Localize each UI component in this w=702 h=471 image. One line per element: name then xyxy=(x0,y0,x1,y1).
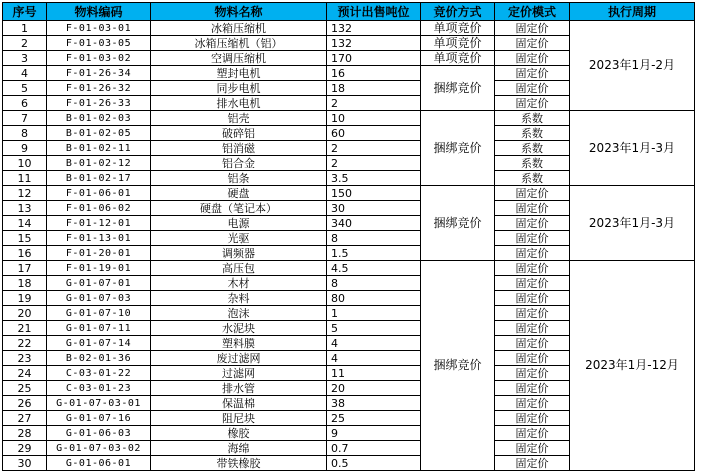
cell-material-code[interactable]: F-01-26-34 xyxy=(47,66,151,81)
cell-material-name[interactable]: 硬盘 xyxy=(151,186,327,201)
cell-tonnage[interactable]: 8 xyxy=(327,231,421,246)
cell-pricing-mode[interactable]: 系数 xyxy=(495,171,570,186)
cell-material-code[interactable]: B-01-02-05 xyxy=(47,126,151,141)
cell-material-name[interactable]: 冰箱压缩机 xyxy=(151,21,327,36)
cell-no[interactable]: 18 xyxy=(3,276,47,291)
cell-pricing-mode[interactable]: 固定价 xyxy=(495,81,570,96)
cell-pricing-mode[interactable]: 固定价 xyxy=(495,366,570,381)
cell-material-name[interactable]: 排水电机 xyxy=(151,96,327,111)
cell-pricing-mode[interactable]: 固定价 xyxy=(495,291,570,306)
cell-tonnage[interactable]: 16 xyxy=(327,66,421,81)
cell-material-name[interactable]: 空调压缩机 xyxy=(151,51,327,66)
cell-bidding-method[interactable]: 捆绑竞价 xyxy=(421,111,495,186)
cell-pricing-mode[interactable]: 固定价 xyxy=(495,21,570,36)
cell-material-code[interactable]: F-01-19-01 xyxy=(47,261,151,276)
cell-material-code[interactable]: G-01-07-01 xyxy=(47,276,151,291)
cell-execution-period[interactable]: 2023年1月-3月 xyxy=(570,111,695,186)
cell-material-code[interactable]: G-01-07-10 xyxy=(47,306,151,321)
cell-no[interactable]: 19 xyxy=(3,291,47,306)
cell-tonnage[interactable]: 132 xyxy=(327,36,421,51)
header-cell-pricing[interactable]: 定价模式 xyxy=(495,3,570,21)
cell-pricing-mode[interactable]: 固定价 xyxy=(495,231,570,246)
cell-no[interactable]: 13 xyxy=(3,201,47,216)
cell-no[interactable]: 6 xyxy=(3,96,47,111)
cell-pricing-mode[interactable]: 固定价 xyxy=(495,336,570,351)
cell-material-code[interactable]: F-01-26-33 xyxy=(47,96,151,111)
cell-no[interactable]: 26 xyxy=(3,396,47,411)
cell-tonnage[interactable]: 18 xyxy=(327,81,421,96)
cell-material-code[interactable]: F-01-06-02 xyxy=(47,201,151,216)
cell-material-code[interactable]: B-01-02-17 xyxy=(47,171,151,186)
price-schedule-table xyxy=(2,2,695,471)
cell-material-code[interactable]: G-01-07-03-02 xyxy=(47,441,151,456)
cell-bidding-method[interactable]: 单项竞价 xyxy=(421,21,495,36)
cell-tonnage[interactable]: 30 xyxy=(327,201,421,216)
cell-material-code[interactable]: B-01-02-11 xyxy=(47,141,151,156)
table-row xyxy=(3,261,695,276)
cell-pricing-mode[interactable]: 固定价 xyxy=(495,351,570,366)
cell-bidding-method[interactable]: 捆绑竞价 xyxy=(421,66,495,111)
cell-material-code[interactable]: G-01-07-03-01 xyxy=(47,396,151,411)
cell-tonnage[interactable]: 60 xyxy=(327,126,421,141)
cell-no[interactable]: 28 xyxy=(3,426,47,441)
cell-execution-period[interactable]: 2023年1月-12月 xyxy=(570,261,695,471)
cell-pricing-mode[interactable]: 固定价 xyxy=(495,441,570,456)
cell-no[interactable]: 7 xyxy=(3,111,47,126)
cell-material-name[interactable]: 塑封电机 xyxy=(151,66,327,81)
cell-pricing-mode[interactable]: 固定价 xyxy=(495,456,570,471)
cell-no[interactable]: 12 xyxy=(3,186,47,201)
cell-no[interactable]: 9 xyxy=(3,141,47,156)
cell-material-code[interactable]: F-01-12-01 xyxy=(47,216,151,231)
cell-tonnage[interactable]: 2 xyxy=(327,96,421,111)
cell-no[interactable]: 5 xyxy=(3,81,47,96)
cell-pricing-mode[interactable]: 系数 xyxy=(495,111,570,126)
cell-material-name[interactable]: 杂料 xyxy=(151,291,327,306)
cell-material-name[interactable]: 泡沫 xyxy=(151,306,327,321)
cell-no[interactable]: 21 xyxy=(3,321,47,336)
cell-material-name[interactable]: 水泥块 xyxy=(151,321,327,336)
cell-tonnage[interactable]: 20 xyxy=(327,381,421,396)
cell-tonnage[interactable]: 4.5 xyxy=(327,261,421,276)
cell-tonnage[interactable]: 4 xyxy=(327,336,421,351)
cell-pricing-mode[interactable]: 固定价 xyxy=(495,201,570,216)
cell-pricing-mode[interactable]: 固定价 xyxy=(495,51,570,66)
cell-tonnage[interactable]: 132 xyxy=(327,21,421,36)
cell-material-name[interactable]: 调频器 xyxy=(151,246,327,261)
cell-tonnage[interactable]: 10 xyxy=(327,111,421,126)
cell-material-name[interactable]: 高压包 xyxy=(151,261,327,276)
cell-tonnage[interactable]: 25 xyxy=(327,411,421,426)
cell-material-name[interactable]: 排水管 xyxy=(151,381,327,396)
table-row xyxy=(3,186,695,201)
cell-no[interactable]: 14 xyxy=(3,216,47,231)
cell-material-name[interactable]: 电源 xyxy=(151,216,327,231)
cell-material-name[interactable]: 铝条 xyxy=(151,171,327,186)
cell-material-code[interactable]: F-01-03-05 xyxy=(47,36,151,51)
cell-tonnage[interactable]: 8 xyxy=(327,276,421,291)
cell-material-name[interactable]: 铝壳 xyxy=(151,111,327,126)
cell-execution-period[interactable]: 2023年1月-3月 xyxy=(570,186,695,261)
cell-material-name[interactable]: 破碎铝 xyxy=(151,126,327,141)
cell-tonnage[interactable]: 9 xyxy=(327,426,421,441)
cell-tonnage[interactable]: 170 xyxy=(327,51,421,66)
header-cell-code[interactable]: 物料编码 xyxy=(47,3,151,21)
table-body xyxy=(3,21,695,471)
cell-material-code[interactable]: G-01-07-03 xyxy=(47,291,151,306)
cell-pricing-mode[interactable]: 固定价 xyxy=(495,246,570,261)
cell-material-name[interactable]: 保温棉 xyxy=(151,396,327,411)
cell-tonnage[interactable]: 38 xyxy=(327,396,421,411)
cell-pricing-mode[interactable]: 固定价 xyxy=(495,216,570,231)
header-cell-name[interactable]: 物料名称 xyxy=(151,3,327,21)
cell-tonnage[interactable]: 11 xyxy=(327,366,421,381)
cell-material-code[interactable]: G-01-06-01 xyxy=(47,456,151,471)
cell-bidding-method[interactable]: 捆绑竞价 xyxy=(421,186,495,261)
cell-material-name[interactable]: 硬盘（笔记本） xyxy=(151,201,327,216)
cell-execution-period[interactable]: 2023年1月-2月 xyxy=(570,21,695,111)
header-row xyxy=(3,3,695,21)
cell-no[interactable]: 11 xyxy=(3,171,47,186)
table-row xyxy=(3,111,695,126)
cell-no[interactable]: 20 xyxy=(3,306,47,321)
cell-no[interactable]: 27 xyxy=(3,411,47,426)
cell-no[interactable]: 3 xyxy=(3,51,47,66)
cell-tonnage[interactable]: 4 xyxy=(327,351,421,366)
cell-material-code[interactable]: G-01-07-11 xyxy=(47,321,151,336)
cell-no[interactable]: 1 xyxy=(3,21,47,36)
cell-no[interactable]: 10 xyxy=(3,156,47,171)
cell-material-code[interactable]: C-03-01-23 xyxy=(47,381,151,396)
cell-material-name[interactable]: 光驱 xyxy=(151,231,327,246)
cell-material-name[interactable]: 阻尼块 xyxy=(151,411,327,426)
cell-no[interactable]: 15 xyxy=(3,231,47,246)
cell-material-code[interactable]: G-01-07-14 xyxy=(47,336,151,351)
cell-material-code[interactable]: G-01-06-03 xyxy=(47,426,151,441)
cell-material-code[interactable]: F-01-20-01 xyxy=(47,246,151,261)
cell-bidding-method[interactable]: 单项竞价 xyxy=(421,36,495,51)
cell-material-name[interactable]: 橡胶 xyxy=(151,426,327,441)
cell-material-name[interactable]: 冰箱压缩机（铝） xyxy=(151,36,327,51)
cell-material-name[interactable]: 海绵 xyxy=(151,441,327,456)
cell-pricing-mode[interactable]: 系数 xyxy=(495,141,570,156)
cell-pricing-mode[interactable]: 固定价 xyxy=(495,381,570,396)
cell-tonnage[interactable]: 340 xyxy=(327,216,421,231)
cell-material-name[interactable]: 铝消磁 xyxy=(151,141,327,156)
cell-pricing-mode[interactable]: 固定价 xyxy=(495,66,570,81)
cell-pricing-mode[interactable]: 固定价 xyxy=(495,396,570,411)
cell-bidding-method[interactable]: 捆绑竞价 xyxy=(421,261,495,471)
cell-pricing-mode[interactable]: 固定价 xyxy=(495,36,570,51)
header-cell-no[interactable]: 序号 xyxy=(3,3,47,21)
cell-material-code[interactable]: F-01-13-01 xyxy=(47,231,151,246)
cell-material-code[interactable]: G-01-07-16 xyxy=(47,411,151,426)
header-cell-bidding[interactable]: 竞价方式 xyxy=(421,3,495,21)
cell-pricing-mode[interactable]: 固定价 xyxy=(495,261,570,276)
cell-tonnage[interactable]: 150 xyxy=(327,186,421,201)
cell-material-name[interactable]: 废过滤网 xyxy=(151,351,327,366)
cell-pricing-mode[interactable]: 固定价 xyxy=(495,96,570,111)
cell-no[interactable]: 4 xyxy=(3,66,47,81)
cell-pricing-mode[interactable]: 固定价 xyxy=(495,306,570,321)
cell-material-name[interactable]: 过滤网 xyxy=(151,366,327,381)
cell-no[interactable]: 24 xyxy=(3,366,47,381)
cell-material-code[interactable]: F-01-03-02 xyxy=(47,51,151,66)
cell-no[interactable]: 16 xyxy=(3,246,47,261)
cell-material-name[interactable]: 同步电机 xyxy=(151,81,327,96)
cell-material-name[interactable]: 铝合金 xyxy=(151,156,327,171)
cell-tonnage[interactable]: 80 xyxy=(327,291,421,306)
cell-material-code[interactable]: F-01-06-01 xyxy=(47,186,151,201)
cell-tonnage[interactable]: 1.5 xyxy=(327,246,421,261)
cell-tonnage[interactable]: 0.7 xyxy=(327,441,421,456)
cell-tonnage[interactable]: 2 xyxy=(327,141,421,156)
cell-material-code[interactable]: F-01-03-01 xyxy=(47,21,151,36)
cell-tonnage[interactable]: 2 xyxy=(327,156,421,171)
cell-material-code[interactable]: F-01-26-32 xyxy=(47,81,151,96)
table-row xyxy=(3,21,695,36)
cell-material-code[interactable]: B-02-01-36 xyxy=(47,351,151,366)
cell-pricing-mode[interactable]: 固定价 xyxy=(495,276,570,291)
cell-bidding-method[interactable]: 单项竞价 xyxy=(421,51,495,66)
cell-pricing-mode[interactable]: 固定价 xyxy=(495,411,570,426)
cell-material-name[interactable]: 木材 xyxy=(151,276,327,291)
cell-no[interactable]: 2 xyxy=(3,36,47,51)
cell-tonnage[interactable]: 3.5 xyxy=(327,171,421,186)
cell-no[interactable]: 17 xyxy=(3,261,47,276)
cell-no[interactable]: 29 xyxy=(3,441,47,456)
cell-material-name[interactable]: 塑料膜 xyxy=(151,336,327,351)
cell-no[interactable]: 30 xyxy=(3,456,47,471)
cell-no[interactable]: 25 xyxy=(3,381,47,396)
cell-tonnage[interactable]: 1 xyxy=(327,306,421,321)
cell-pricing-mode[interactable]: 固定价 xyxy=(495,426,570,441)
cell-material-code[interactable]: C-03-01-22 xyxy=(47,366,151,381)
cell-material-code[interactable]: B-01-02-03 xyxy=(47,111,151,126)
cell-no[interactable]: 23 xyxy=(3,351,47,366)
cell-no[interactable]: 22 xyxy=(3,336,47,351)
cell-material-code[interactable]: B-01-02-12 xyxy=(47,156,151,171)
cell-tonnage[interactable]: 0.5 xyxy=(327,456,421,471)
cell-tonnage[interactable]: 5 xyxy=(327,321,421,336)
cell-pricing-mode[interactable]: 系数 xyxy=(495,126,570,141)
cell-pricing-mode[interactable]: 系数 xyxy=(495,156,570,171)
header-cell-tons[interactable]: 预计出售吨位 xyxy=(327,3,421,21)
header-cell-period[interactable]: 执行周期 xyxy=(570,3,695,21)
cell-no[interactable]: 8 xyxy=(3,126,47,141)
cell-pricing-mode[interactable]: 固定价 xyxy=(495,186,570,201)
cell-material-name[interactable]: 带铁橡胶 xyxy=(151,456,327,471)
cell-pricing-mode[interactable]: 固定价 xyxy=(495,321,570,336)
